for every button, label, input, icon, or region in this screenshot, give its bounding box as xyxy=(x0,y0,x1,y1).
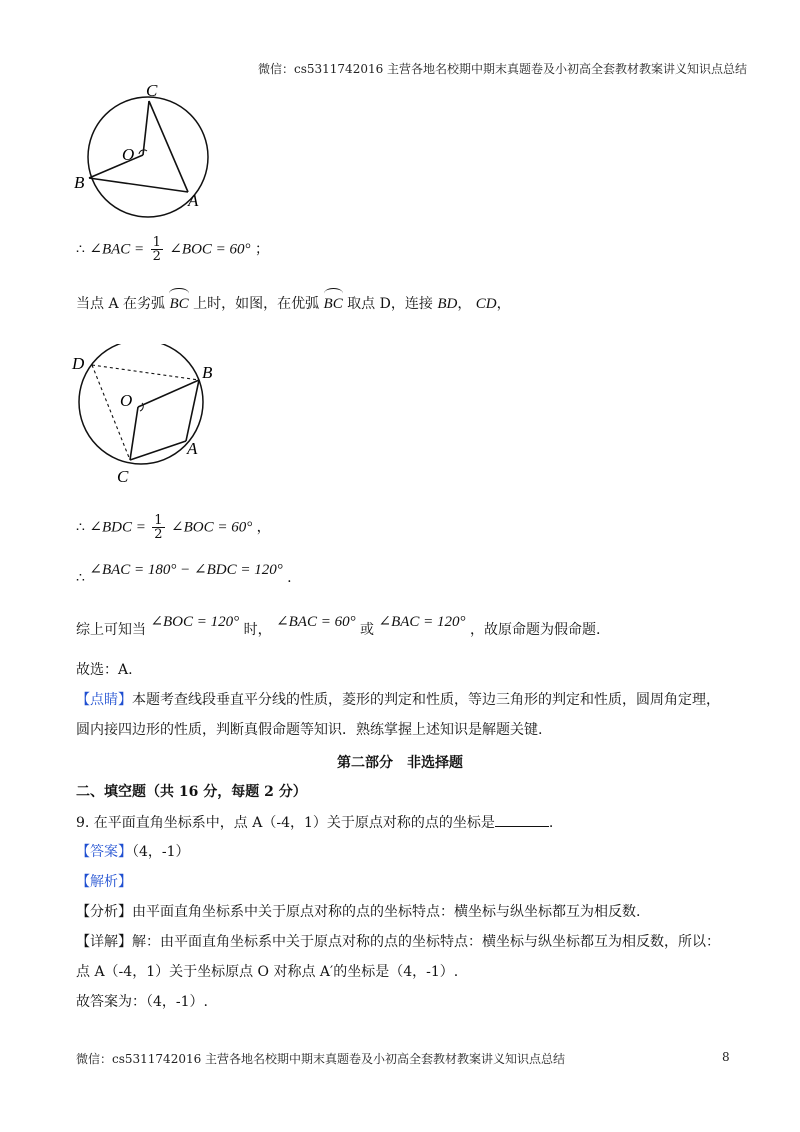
answer-blank xyxy=(495,812,549,827)
punctuation: . xyxy=(287,570,292,586)
punctuation: ； xyxy=(255,241,269,258)
equation-bac-120 xyxy=(76,560,292,586)
text-segment: 取点 D，连接 xyxy=(347,296,433,312)
analysis-text: 由平面直角坐标系中关于原点对称的点的坐标特点：横坐标与纵坐标都互为相反数. xyxy=(132,904,641,920)
text-point-a-on-minor-arc xyxy=(76,288,511,314)
comment-line-2: 圆内接四边形的性质，判断真假命题等知识．熟练掌握上述知识是解题关键. xyxy=(76,722,543,738)
label-b: B xyxy=(202,363,213,382)
angle-mark xyxy=(140,403,143,411)
segment-co xyxy=(143,101,149,155)
math-lhs: ∠BDC = xyxy=(89,519,146,536)
section-title: 二、填空题（共 16 分，每题 2 分） xyxy=(76,784,307,800)
segment-cd-label: CD xyxy=(475,296,497,312)
math-expression: ∠BAC = 180° − ∠BDC = 120° xyxy=(89,562,283,578)
fraction-half xyxy=(151,236,163,263)
segment-db xyxy=(92,365,199,380)
page-header: 微信：cs5311742016 主营各地名校期中期末真题卷及小初高全套教材教案讲义知识点总结 xyxy=(258,62,748,76)
label-b: B xyxy=(74,173,85,192)
punctuation: ， xyxy=(496,296,511,312)
arc-bc-major: BC xyxy=(324,288,343,314)
punctuation: ， xyxy=(457,296,472,312)
therefore-symbol: ∴ xyxy=(76,519,85,536)
comment-text: 本题考查线段垂直平分线的性质，菱形的判定和性质，等边三角形的判定和性质，圆周角定理， xyxy=(132,692,720,708)
answer-value: （4，-1） xyxy=(132,844,190,860)
label-o: O xyxy=(122,145,135,164)
math-bac-60: ∠BAC = 60° xyxy=(276,614,356,630)
circle-outline xyxy=(79,344,203,464)
therefore-symbol: ∴ xyxy=(76,241,85,258)
analysis-sub-tag: 【分析】 xyxy=(76,904,132,920)
label-c: C xyxy=(117,467,129,486)
segment-ba xyxy=(186,380,199,441)
question-text: 9. 在平面直角坐标系中，点 A（-4，1）关于原点对称的点的坐标是 xyxy=(76,815,495,831)
detail-line-2: 点 A（-4，1）关于坐标原点 O 对称点 A′的坐标是（4，-1）. xyxy=(76,964,459,980)
analysis-line xyxy=(76,902,640,922)
segment-bd-label: BD xyxy=(437,296,458,312)
choice-line: 故选：A. xyxy=(76,662,133,678)
equation-bac-60 xyxy=(76,236,269,263)
math-rhs: ∠BOC = 60° xyxy=(171,519,253,536)
punctuation: . xyxy=(548,815,554,831)
text-segment: ，故原命题为假命题. xyxy=(469,622,601,638)
label-o: O xyxy=(120,391,133,410)
label-c: C xyxy=(146,81,158,100)
math-boc-120: ∠BOC = 120° xyxy=(150,614,240,630)
answer-tag: 【答案】 xyxy=(76,844,132,860)
segment-oc xyxy=(130,407,138,460)
detail-text: 解：由平面直角坐标系中关于原点对称的点的坐标特点：横坐标与纵坐标都互为相反数，所以： xyxy=(132,934,720,950)
segment-ca xyxy=(149,101,188,192)
comment-tag: 【点睛】 xyxy=(76,692,132,708)
conclusion-line xyxy=(76,612,601,638)
math-lhs: ∠BAC = xyxy=(89,241,145,258)
detail-line-1 xyxy=(76,932,720,952)
punctuation: ， xyxy=(256,519,271,536)
page-number: 8 xyxy=(722,1050,730,1064)
text-segment: 时， xyxy=(243,622,272,638)
circle-figure-1 xyxy=(66,80,226,230)
equation-bdc-60 xyxy=(76,514,271,541)
detail-tag: 【详解】 xyxy=(76,934,132,950)
math-bac-120: ∠BAC = 120° xyxy=(378,614,466,630)
text-segment: 当点 A 在劣弧 xyxy=(76,296,166,312)
fraction-half xyxy=(152,514,164,541)
label-a: A xyxy=(188,191,199,210)
segment-ac xyxy=(130,441,186,460)
label-d: D xyxy=(72,354,85,373)
arc-bc-minor: BC xyxy=(169,288,188,314)
comment-line-1 xyxy=(76,690,720,710)
fraction-denominator: 2 xyxy=(152,249,161,264)
question-9 xyxy=(76,812,553,833)
segment-ob xyxy=(89,155,143,178)
text-segment: 或 xyxy=(360,622,375,638)
therefore-symbol: ∴ xyxy=(76,570,85,586)
segment-ob xyxy=(138,380,199,407)
segment-ba xyxy=(89,178,188,192)
part-title: 第二部分 非选择题 xyxy=(337,755,463,771)
analysis-tag: 【解析】 xyxy=(76,874,132,890)
text-segment: 上时，如图，在优弧 xyxy=(193,296,320,312)
text-segment: 综上可知当 xyxy=(76,622,146,638)
answer-line xyxy=(76,842,190,862)
math-rhs: ∠BOC = 60° xyxy=(169,241,251,258)
fraction-denominator: 2 xyxy=(154,527,163,542)
page-footer: 微信：cs5311742016 主营各地名校期中期末真题卷及小初高全套教材教案讲义知识点总结 xyxy=(76,1052,566,1066)
fraction-numerator: 1 xyxy=(152,235,161,250)
fraction-numerator: 1 xyxy=(154,513,163,528)
circle-figure-2 xyxy=(66,344,226,494)
final-answer: 故答案为：（4，-1）. xyxy=(76,994,208,1010)
label-a: A xyxy=(187,439,198,458)
